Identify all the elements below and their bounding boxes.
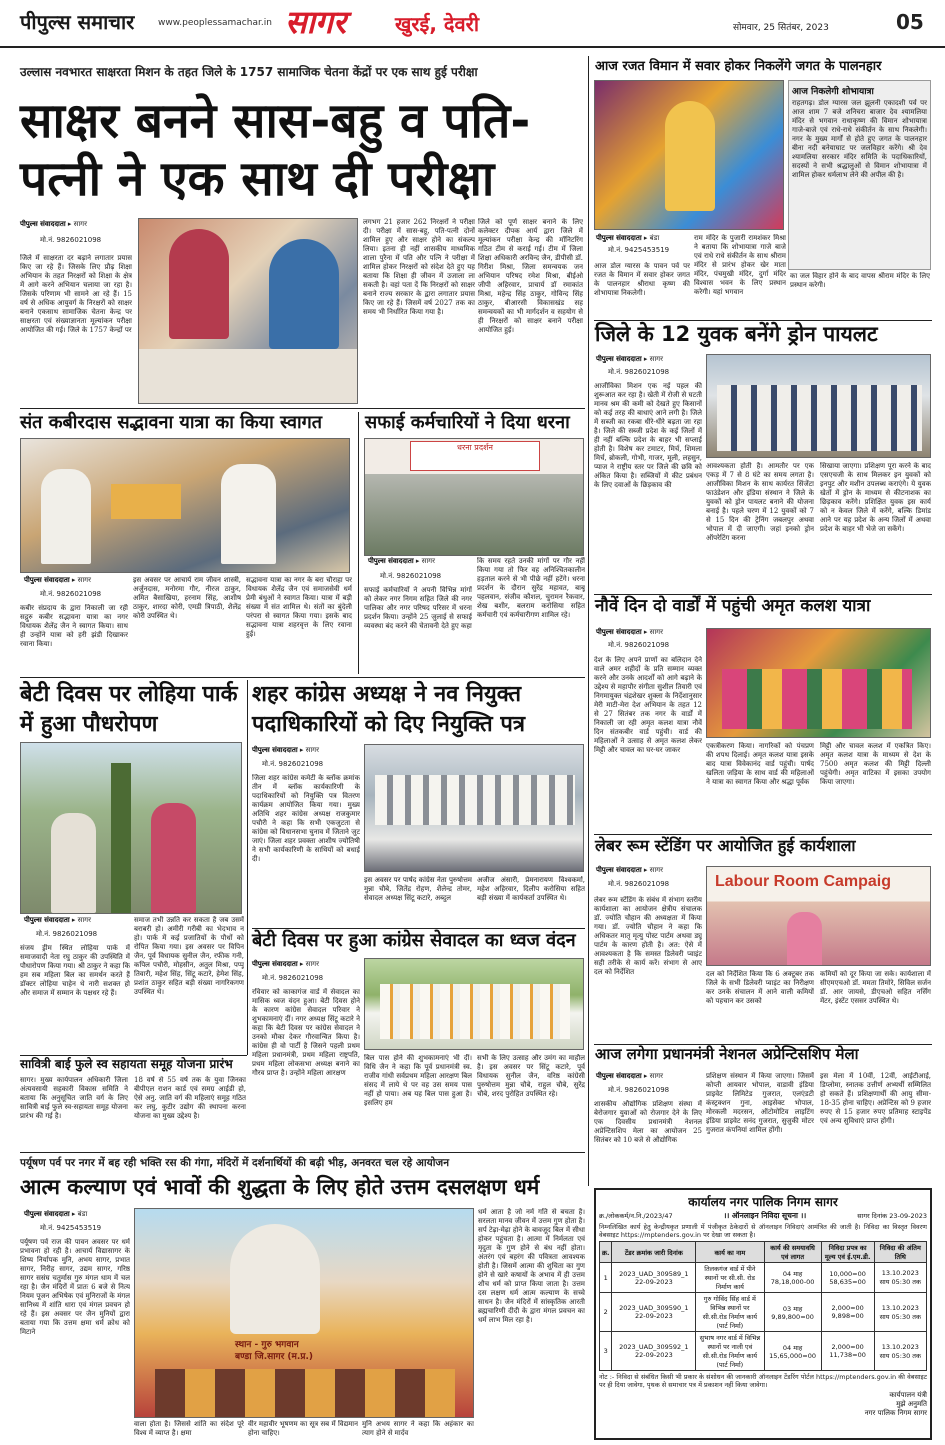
- kabirdas-body-3: सद्भावना यात्रा का नगर के बरा चौराहा पर विधायक शैलेंद्र जैन एवं समाजसेवी धर्म प्रेमी बंधुओं ने स्वागत किया। यात्रा में बड़ी संख्या में संत शामिल थे। संतों का बुंदेली परंपरा से स्वागत किया गया। इसके बाद सद्भावना यात्रा शहरवृत्त के लिए रवाना हुई।: [246, 576, 352, 638]
- congress-byline: पीपुल्स संवाददाता ▸ सागर: [252, 746, 319, 754]
- table-row: [600, 1263, 927, 1293]
- byline-city: सागर: [77, 576, 91, 584]
- lohiya-phone: मो.नं. 9826021098: [36, 930, 98, 938]
- tender-notice: [594, 1188, 932, 1440]
- divider: [20, 408, 585, 409]
- masthead: [0, 0, 945, 48]
- byline-city: सागर: [649, 1072, 663, 1080]
- byline-org: पीपुल्स संवाददाता: [24, 576, 70, 584]
- safai-body-1: सफाई कर्मचारियों ने अपनी विभिन्न मांगों को लेकर नगर निगम सहित जिले की नगर पालिका और नगर परिषद परिसर में धरना प्रदर्शन किया। उन्होंने 25 जुलाई से सफाई व्यवस्था बंद करने की चेतावनी देते हुए कहा: [364, 586, 472, 630]
- sevadal-phone: मो.नं. 9826021098: [262, 974, 324, 982]
- lohiya-byline: पीपुल्स संवाददाता ▸ सागर: [24, 916, 91, 924]
- tender-signature-1: कार्यपालन यंत्री: [889, 1391, 927, 1399]
- tender-note: नोट :- निविदा से संबंधित किसी भी प्रकार के संशोधन की जानकारी ऑनलाइन टेंडरिंग पोर्टल https://mptenders.gov.in की वेबसाइट पर ही दिया जावेगा, पृथक से समाचार पत्र में प्रकाशन नहीं किया जावेगा।: [599, 1373, 927, 1389]
- photo-caption-2: बण्डा जि.सागर (म.प्र.): [235, 1352, 313, 1362]
- divider: [20, 1055, 247, 1056]
- kabirdas-phone: मो.नं. 9826021098: [40, 590, 102, 598]
- table-cell: 13.10.2023 साय 05:30 तक: [874, 1293, 926, 1332]
- rajat-body-3: का जल विहार होने के बाद वापस श्रीराम मंदिर के लिए प्रस्थान करेगी।: [790, 272, 930, 289]
- lead-byline: पीपुल्स संवाददाता ▸ सागर: [20, 220, 87, 228]
- lead-kicker: उल्लास नवभारत साक्षरता मिशन के तहत जिले के 1757 सामाजिक चेतना केंद्रों पर एक साथ हुई परीक्षा: [20, 65, 478, 79]
- safai-body-2: कि समय रहते उनकी मांगों पर गौर नहीं किया गया तो फिर वह अनिश्चितकालीन हड़ताल करने से भी पीछे नहीं हटेंगे। धरना प्रदर्शन के दौरान सुरेंद्र महावत, बाबू पहलवान, संजीव कौशल, चुरामन रैकवार, शेख बशीर, बलराम करोसिया सहित कर्मचारी एवं कर्मचारीगण शामिल रहे।: [477, 557, 585, 619]
- lohiya-body-2: समाज तभी उन्नति कर सकता है जब उसमें बराबरी हो। अमीरी गरीबी का भेदभाव न हो। पार्क में कई प्रजातियों के पौधों को रोपित किया गया। इस अवसर पर विपिन जैन, पूर्व विधायक सुनील जैन, रफीक गनी, कपिल पचौरी, मोहसीन, अतुल मिश्रा, पप्पू तिवारी, महेश सिंह, सिंटू कटारे, हेमेश सिंह, प्रशांत ठाकुर सहित बड़ी संख्या नागरिकगण उपस्थित थे।: [134, 916, 244, 996]
- dashlakshan-body-4: मुनि अभय सागर ने कहा कि अहंकार का त्याग होने से मार्दव: [362, 1420, 474, 1437]
- lead-headline: साक्षर बनने सास-बहु व पति-पत्नी ने एक साथ दी परीक्षा: [20, 93, 531, 207]
- tender-col-header: क्र.: [600, 1242, 612, 1263]
- amrit-body-3: मिट्टी और चावल कलश में एकत्रित किए। अमृत कलश यात्रा के माध्यम से देश के 7500 अमृत कलश की मिट्टी दिल्ली पहुंचेगी। अमृत वाटिका में इसका उपयोग किया जाएगा।: [820, 742, 931, 786]
- table-cell: 04 माह 15,65,000=00: [764, 1332, 821, 1371]
- table-cell: 04 माह 78,18,000-00: [764, 1263, 821, 1293]
- byline-city: सागर: [649, 866, 663, 874]
- byline-city: सागर: [305, 960, 319, 968]
- apprentice-body-2: प्रशिक्षण संस्थान में किया जाएगा। जिसमें कोप्ती आयवार भोपाल, वाडावी इंडिया प्राइवेट लिमिटेड गुजरात, एलएंडटी कंस्ट्रक्शन गुना, आइसेक्ट भोपाल, मोरकली मदरसन, ऑटोमोटिव लाइटिंग इंडिया प्राइवेट सनंद गुजरात, सुजुकी मोटर गुजरात कंपनियां शामिल होंगी।: [706, 1072, 814, 1134]
- lohiya-headline: बेटी दिवस पर लोहिया पार्क में हुआ पौधरोपण: [20, 682, 238, 737]
- tender-col-header: कार्य की समयावधि एवं लागत: [764, 1242, 821, 1263]
- rajat-headline: आज रजत विमान में सवार होकर निकलेंगे जगत के पालनहार: [595, 59, 882, 74]
- drone-body-2: आवश्यकता होती है। आमतौर पर एक एकड़ में 7 से 8 घंटे का समय लगता है। आजीविका मिशन के साथ कार्यरत सिंजेंटा फाउंडेशन और इंडिया संस्थान ने जिले के युवकों को ड्रोन पायलट बनाने की योजना बनाई है। पहले चरण में 12 युवकों को 7 से 15 दिन की ट्रेनिंग जबलपुर अथवा भोपाल में दी जाएगी। जहां इनको ड्रोन ऑपरेटिंग करना: [706, 462, 814, 542]
- apprentice-phone: मो.नं. 9826021098: [608, 1086, 670, 1094]
- table-cell: 10,000=00 58,635=00: [821, 1263, 874, 1293]
- sevadal-body-1: रविवार को काकागंज वार्ड में सेवादल का मासिक ध्वज वंदन हुआ। बेटी दिवस होने के कारण कांग्रेस सेवादल परिवार ने शुभकामनाएं दीं। नगर अध्यक्ष सिंटू कटारे ने कहा कि बेटी दिवस पर कांग्रेस सेवादल ने उनको मौका देकर गौरवान्वित किया है। कांग्रेस ही वो पार्टी है जिसने पहली प्रथम महिला प्रधानमंत्री, प्रथम महिला राष्ट्रपति, प्रथम महिला लोकसभा अध्यक्ष बनाने का गौरव प्राप्त है। उन्होंने महिला आरक्षण: [252, 988, 360, 1077]
- dashlakshan-body-5: धर्म आता है जो नर्म गति से बचता है। सरलता मानव जीवन में उत्तम गुण होता है। सर्प टेढ़ा-मेढ़ा होने के बावजूद बिल में सीधा होकर पहुंचता है। आत्मा में निर्मलता एवं मृदुता के गुण होने से बंध नहीं होता। अंतरंग एवं बहरंग की पवित्रता आवश्यक होती है। जिसमें आत्मा की शुचिता का गुण होने से खारे कषायों के अभाव में ही उत्तम शौच धर्म को प्राप्त किया जाता है। उत्तम दस लक्षण धर्म आत्म कल्याण के सच्चे साधन है। जैन मंदिरों में सांस्कृतिक आरती ब्रह्मचारिणी दीदी के द्वारा मंगल प्रवचन का धर्म लाभ मिल रहा है।: [478, 1208, 585, 1324]
- kabirdas-body-2: इस अवसर पर आचार्य राम जीवन शास्त्री, अर्जुनदास, मनोरमा गौर, नीरज ठाकुर, अमित बैसाखिया, हरनाम सिंह, आशीष ठाकुर, शारदा कोरी, एमडी त्रिपाठी, शैलेंद्र कोरी उपस्थित थे।: [133, 576, 241, 620]
- safai-photo: [364, 438, 584, 556]
- table-cell: 3: [600, 1332, 612, 1371]
- divider: [358, 412, 359, 674]
- labour-body-3: कमियों को दूर किया जा सके। कार्यशाला में सीएमएचओ डॉ. ममता तिमोरे, सिविल सर्जन डॉ. आर जायसे, डीएचओ सहित नर्सिंग मेंटर, इंस्टेंट एससर उपस्थित थे।: [820, 970, 931, 1005]
- drone-byline: पीपुल्स संवाददाता ▸ सागर: [596, 355, 663, 363]
- tender-col-header: टेंडर क्रमांक जारी दिनांक: [612, 1242, 696, 1263]
- dashlakshan-byline: पीपुल्स संवाददाता ▸ बंडा: [24, 1210, 88, 1218]
- byline-org: पीपुल्स संवाददाता: [596, 628, 642, 636]
- amrit-body-2: एकत्रीकरण किया। नागरिकों को पंचप्रण की शपथ दिलाई। अमृत कलश यात्रा इसके बाद यात्रा विवेकानंद वार्ड पहुंची। पार्षद खलिता जड़िया के साथ वार्ड की महिलाओं ने यात्रा का स्वागत किया और श्रद्धा पूर्वक: [706, 742, 814, 786]
- lead-body-1: जिले में साक्षरता दर बढ़ाने लगातार प्रयास किए जा रहे हैं। जिसके लिए प्रौढ़ शिक्षा अभियान के तहत निरक्षरों को शिक्षा के क्षेत्र में आगे करने अभियान चलाया जा रहा है। जिसके परिणाम भी सामने आ रहे हैं। 15 वर्ष से अधिक आयुवर्ग के निरक्षरों को साक्षर बनाने एकसाथ सामाजिक चेतना केन्द्र पर साक्षरता एवं संख्याज्ञानता मूल्यांकन परीक्षा आयोजित की गई। जिले के 1757 केन्द्रों पर: [20, 254, 132, 334]
- table-cell: 13.10.2023 साय 05:30 तक: [874, 1263, 926, 1293]
- tender-intro: निम्नलिखित कार्य हेतु केन्द्रीयकृत प्रणाली में पंजीकृत ठेकेदारों से ऑनलाइन निविदाएं आमंत्रित की जाती है। निविदा का विस्तृत विवरण वेबसाइट https://mptenders.gov.in पर देखा जा सकता है।: [599, 1223, 927, 1239]
- table-cell: 2023_UAD_309589_1 22-09-2023: [612, 1263, 696, 1293]
- divider: [20, 1152, 585, 1153]
- drone-phone: मो.नं. 9826021098: [608, 368, 670, 376]
- table-cell: 2: [600, 1293, 612, 1332]
- labour-headline: लेबर रूम स्टेंडिंग पर आयोजित हुई कार्यशाला: [595, 836, 856, 855]
- tender-signature-2: मुझे अनुमति: [896, 1400, 927, 1408]
- table-row: [600, 1332, 927, 1371]
- byline-org: पीपुल्स संवाददाता: [252, 746, 298, 754]
- savitri-headline: सावित्री बाई फुले स्व सहायता समूह योजना प्रारंभ: [20, 1057, 233, 1071]
- rajat-sidebar: [788, 80, 931, 270]
- byline-org: पीपुल्स संवाददाता: [596, 866, 642, 874]
- rajat-body-1: आज डोल ग्यारस के पावन पर्व पर रजत के विमान में सवार होकर जगत के पालनहार श्रीराधा कृष्ण की शोभायात्रा निकलेगी।: [594, 262, 690, 297]
- savitri-body-2: 18 वर्ष से 55 वर्ष तक के युवा जिनका बीपीएल राशन कार्ड एवं समग्र आईडी हो, ऐसे अनु. जाति वर्ग की महिलाएं समूह गठित कर लघु, कुटीर उद्योग की स्थापना करना योजना का मुख्य उद्देश्य है।: [134, 1076, 246, 1120]
- tender-ref-right: सागर दिनांक 23-09-2023: [857, 1212, 927, 1220]
- sevadal-body-3: सभी के लिए उत्साह और उमंग का माहौल है। इस अवसर पर सिंटू कटारे, पूर्व विधायक सुनील जैन, वरिष्ठ कांग्रेसी पुरुषोत्तम मुन्ना चौबे, राहुल चौबे, सुरेंद्र चौबे, शरद पुरोहित उपस्थित रहे।: [477, 1054, 585, 1098]
- byline-city: बंडा: [649, 234, 660, 242]
- photo-caption-1: स्थान - गुरु भगवान: [235, 1340, 299, 1350]
- byline-org: पीपुल्स संवाददाता: [596, 234, 642, 242]
- rajat-byline: पीपुल्स संवाददाता ▸ बंडा: [596, 234, 660, 242]
- apprentice-body-1: शासकीय औद्योगिक प्रशिक्षण संस्था में बेरोजगार युवाओं को रोजगार देने के लिए एक दिवसीय प्रधानमंत्री नेशनल अप्रेन्टिसशिप मेला का आयोजन 25 सितंबर को 10 बजे से औद्योगिक: [594, 1100, 702, 1144]
- labour-phone: मो.नं. 9826021098: [608, 880, 670, 888]
- amrit-phone: मो.नं. 9826021098: [608, 641, 670, 649]
- rajat-sidebar-title: आज निकलेगी शोभायात्रा: [792, 87, 874, 97]
- labour-photo: [706, 866, 931, 966]
- lead-body-3: जिले को पूर्ण साक्षर बनाने के लिए कलेक्टर दीपक आर्य द्वारा जिले में मूल्यांकन परीक्षा केन्द्र की मॉनिटरिंग गठित टीम से कराई गई। टीम में जिला शिक्षा अधिकारी अरविन्द जैन, डीपीसी डॉ. गिरीश मिश्रा, जिला समन्वयक जन अभियान परिषद रमेश मिश्रा, बीईओ जीपी अहिरवार, प्राचार्य डॉ रमाकांत मिश्रा, महेन्द्र सिंह ठाकुर, गोविन्द सिंह ठाकुर, बीआरसी विकासखंड सह समन्वयकों का भी मार्गदर्शन व सहयोग से ही निरक्षरों को साक्षर बनाने परीक्षा आयोजित हुई।: [478, 218, 583, 334]
- tender-col-header: कार्य का नाम: [696, 1242, 764, 1263]
- labour-byline: पीपुल्स संवाददाता ▸ सागर: [596, 866, 663, 874]
- amrit-photo: [706, 628, 931, 738]
- rajat-body-2: राम मंदिर के पुजारी रामशंकर मिश्रा ने बताया कि शोभायात्रा गाजे बाजे एवं राधे राधे संकीर्तन के साथ श्रीराम मंदिर से प्रारंभ होकर खेर माता मंदिर, पंचमुखी मंदिर, दुर्गा मंदिर विश्वास भवन के लिए प्रस्थान करेगी। यहां भगवान: [694, 234, 786, 296]
- apprentice-body-3: इस मेला में 10वीं, 12वीं, आईटीआई, डिप्लोमा, स्नातक उत्तीर्ण अभ्यर्थी सम्मिलित हो सकते हैं। प्रशिक्षणार्थी की आयु सीमा- 18-35 होना चाहिए। अप्रेन्टिस को 9 हजार रुपए से 15 हजार रुपए प्रतिमाह स्टाइपेंड एवं अन्य सुविधाएं प्राप्त होंगी।: [820, 1072, 931, 1125]
- labour-body-2: दल को निर्देशित किया कि 6 अक्टूबर तक जिले के सभी डिलेवरी प्वाइंट का निरीक्षण कर उनके संचालन में आने वाली कमियों को पहचान कर उसको: [706, 970, 814, 1005]
- drone-photo: [706, 354, 931, 458]
- labour-banner: Labour Room Campaig: [715, 873, 892, 890]
- city-name: सागर: [285, 3, 347, 41]
- congress-photo: [364, 744, 584, 872]
- dashlakshan-body-2: वाला होता है। जिससे शांति का संदेश पूरे विश्व में व्याप्त है। क्षमा: [134, 1420, 244, 1437]
- byline-org: पीपुल्स संवाददाता: [24, 1210, 70, 1218]
- paper-logo: पीपुल्स समाचार: [20, 10, 135, 34]
- safai-headline: सफाई कर्मचारियों ने दिया धरना: [365, 412, 570, 433]
- byline-city: सागर: [421, 557, 435, 565]
- divider: [252, 928, 585, 929]
- table-cell: गुरु गोविंद सिंह वार्ड में विभिन्न स्थानों पर सी.सी.रोड निर्माण कार्य (पार्ट निर्मा): [696, 1293, 764, 1332]
- page-number: 05: [896, 10, 924, 34]
- amrit-byline: पीपुल्स संवाददाता ▸ सागर: [596, 628, 663, 636]
- kabirdas-photo: [20, 438, 350, 573]
- apprentice-byline: पीपुल्स संवाददाता ▸ सागर: [596, 1072, 663, 1080]
- tender-signature-3: नगर पालिक निगम सागर: [864, 1409, 927, 1417]
- safai-phone: मो.नं. 9826021098: [380, 572, 442, 580]
- byline-org: पीपुल्स संवाददाता: [596, 355, 642, 363]
- sevadal-byline: पीपुल्स संवाददाता ▸ सागर: [252, 960, 319, 968]
- congress-body-1: जिला शहर कांग्रेस कमेटी के ब्लॉक क्रमांक तीन में ब्लॉक कार्यकारिणी के पदाधिकारियों को नियुक्ति पत्र वितरण कार्यक्रम आयोजित किया गया। मुख्य अतिथि शहर कांग्रेस अध्यक्ष राजकुमार पचौरी ने कहा कि सभी एकजुटता से कांग्रेस को विधानसभा चुनाव में जिताने जुट जाएं। जिला शहर प्रवक्ता आशीष ज्योतिषी ने सभी कार्यकारिणी के साथियों को बधाई दी।: [252, 774, 360, 863]
- apprentice-headline: आज लगेगा प्रधानमंत्री नेशनल अप्रेन्टिसशिप मेला: [595, 1045, 859, 1063]
- sub-cities: खुरई, देवरी: [395, 12, 480, 36]
- lohiya-body-1: संजय ड्रीम स्थित लोहिया पार्क में समाजवादी नेता रघु ठाकुर की उपस्थिति में पौधारोपण किया गया। श्री ठाकुर ने कहा कि हम सब महिला बिल का समर्थन करते हैं डॉक्टर लोहिया चाहेन थे नारी सशक्त हो और समाज में सम्मान के पक्षधर रहे हैं।: [20, 944, 130, 997]
- lead-photo: [138, 218, 358, 404]
- website-url: www.peoplessamachar.in: [158, 18, 272, 28]
- table-cell: 1: [600, 1263, 612, 1293]
- labour-body-1: लेबर रूम स्टेंडिंग के संबंध में संभाग स्तरीय कार्यशाला का आयोजन क्षेत्रीय संचालक डॉ. ज्योति चौहान की अध्यक्षता में किया गया। डॉ. ज्योति चौहान ने कहा कि अधिकतर मातृ मृत्यु पोस्ट पार्टम अथवा ड्यू पार्टम के कारण होती है। अत: ऐसे में आवश्यकता है कि समस्त डिलेवरी प्वाइंट सही तरीके से कार्य करें। संभाग से आए दल को निर्देशित: [594, 896, 702, 976]
- sevadal-photo: [364, 958, 584, 1050]
- drone-body-1: आजीविका मिशन एक नई पहल की शुरूआत कर रहा है। खेती में रोजी से घटती मानव श्रम की कमी को देखते हुए किसानों को कई तरह की बाधाएं आने लगी है। जिले में सब्जी का रकबा धीरे-धीरे बढ़ता जा रहा है। जिले की सब्जी प्रदेश के कई जिलों में ही नहीं बल्कि प्रदेश के बाहर भी सप्लाई होती है। विशेष कर टमाटर, मिर्च, शिमला मिर्च, ब्रोकली, गोभी, गाजर, मूली, लहसुन, प्याज ने राष्ट्रीय स्तर पर जिले की छवि को अंकित किया है। सब्जियों में कीट प्रबंधन के लिए दवाओं के छिड़काव की: [594, 382, 702, 489]
- byline-org: पीपुल्स संवाददाता: [368, 557, 414, 565]
- safai-banner: धरना प्रदर्शन: [410, 441, 540, 471]
- byline-city: सागर: [77, 916, 91, 924]
- congress-phone: मो.नं. 9826021098: [262, 760, 324, 768]
- congress-headline: शहर कांग्रेस अध्यक्ष ने नव नियुक्त पदाधिकारियों को दिए नियुक्ति पत्र: [252, 682, 525, 737]
- divider: [247, 680, 248, 1055]
- table-cell: तिलकगंज वार्ड में पीने स्थानों पर सी.सी. रोड निर्माण कार्य: [696, 1263, 764, 1293]
- byline-city: सागर: [73, 220, 87, 228]
- amrit-headline: नौवें दिन दो वार्डों में पहुंची अमृत कलश यात्रा: [595, 596, 871, 616]
- divider: [594, 594, 932, 595]
- lead-body-2: लगभग 21 हजार 262 निरक्षरों ने परीक्षा दी। परीक्षा में सास-बहू, पति-पत्नी दोनों शामिल हुए और साक्षर होने का संकल्प लिया। इतना ही नहीं शासकीय माध्यमिक शाला पुरैना में पति और पत्नि ने परीक्षा में शामिल होकर निरक्षरों को संदेश देते हुए यह बताया कि शिक्षा ही जीवन में उजाला ला सकती है। वहां पता दें कि निरक्षरों को साक्षर बनाने राज्य सरकार के द्वारा लगातार प्रयास किए जा रहे हैं। जिसमें वर्ष 2027 तक का समय भी निर्धारित किया गया है।: [363, 218, 475, 316]
- table-cell: सुभाष नगर वार्ड में विभिन्न स्थानों पर नाली एवं सी.सी.रोड निर्माण कार्य (पार्ट निर्मा): [696, 1332, 764, 1371]
- kabirdas-headline: संत कबीरदास सद्भावना यात्रा का किया स्वागत: [20, 412, 323, 433]
- divider: [588, 56, 589, 1186]
- table-cell: 2023_UAD_309590_1 22-09-2023: [612, 1293, 696, 1332]
- byline-org: पीपुल्स संवाददाता: [252, 960, 298, 968]
- lead-phone: मो.नं. 9826021098: [40, 236, 102, 244]
- sevadal-headline: बेटी दिवस पर हुआ कांग्रेस सेवादल का ध्वज वंदन: [252, 930, 576, 951]
- byline-org: पीपुल्स संवाददाता: [596, 1072, 642, 1080]
- rajat-sidebar-body: राहतगढ़। डोल ग्यारस जल झूलनी एकादशी पर्व पर आज शाम 7 बजे शनिचरा बाजार देव श्यामलिया मंदिर से भगवान राधाकृष्ण की विमान शोभायात्रा गाजे-बाजे एवं राधे-राधे संकीर्तन के साथ निकलेगी। नगर के मुख्य मार्गों से होते हुए जगत के पालनहार बीना नदी बनेयाघाट पर जलविहार करेंगे। श्री देव श्यामलिया सरकार मंदिर समिति के पदाधिकारियों, सदस्यों ने सभी श्रद्धालुओं से विमान शोभायात्रा में शामिल होकर धर्मलाभ लेने की अपील की है।: [792, 99, 927, 179]
- table-cell: 2,000=00 11,738=00: [821, 1332, 874, 1371]
- dashlakshan-headline: आत्म कल्याण एवं भावों की शुद्धता के लिए होते उत्तम दसलक्षण धर्म: [20, 1175, 540, 1199]
- tender-table: [599, 1241, 927, 1371]
- dashlakshan-body-1: पर्यूषण पर्व राज की पावन अवसर पर धर्म प्रभावना हो रही है। आचार्य विद्यासागर के शिष्य निर्यापक मुनि, अभय सागर, प्रभात सागर, निरीह सागर, उद्यम सागर, गरिष्ठ सागर ससंघ चतुर्मास गुरु मंगल धाम में चल रहा है। जैन मंदिरों में प्रातः 6 बजे से नित्य नियम पूजन अभिषेक एवं मुनिराजों के मंगल सानिध्य में शांति धारा एवं मंगल प्रवचन हो रहे हैं। इस अवसर पर जैन मुनियों द्वारा बताया गया कि उत्तम क्षमा धर्म क्रोध को मिटाने: [20, 1238, 130, 1336]
- rajat-phone: मो.नं. 9425453519: [608, 246, 670, 254]
- divider: [594, 320, 932, 321]
- safai-byline: पीपुल्स संवाददाता ▸ सागर: [368, 557, 435, 565]
- sevadal-body-2: बिल पास होने की शुभकामनाएं भी दीं। विधि जैन ने कहा कि पूर्व प्रधानमंत्री स्व. राजीव गांधी सर्वप्रथम महिला आरक्षण बिल संसद में लाये थे पर वह उस समय पास नहीं हो पाया। अब यह बिल पास हुआ है। इसलिए हम: [364, 1054, 472, 1107]
- dashlakshan-phone: मो.नं. 9425453519: [40, 1224, 102, 1232]
- byline-city: सागर: [649, 355, 663, 363]
- drone-body-3: सिखाया जाएगा। प्रशिक्षण पूरा करने के बाद एसएचजी के साथ मिलकर इन युवकों को इनपुट और मशीन उपलब्ध कराएंगे। ये युवक खेतों में ड्रोन के माध्यम से कीटनाशक का छिड़काव करेंगे। प्रशिक्षित युवक इस कार्य को न केवल जिले में करेंगे, बल्कि डिमांड आने पर यह प्रदेश के अन्य जिलों में अथवा प्रदेश के बाहर भी भेजे जा सकेंगे।: [820, 462, 931, 533]
- byline-city: बंडा: [77, 1210, 88, 1218]
- byline-city: सागर: [305, 746, 319, 754]
- divider: [594, 834, 932, 835]
- tender-ref-left: क्र./लोककर्म/न.नि./2023/47: [599, 1212, 673, 1220]
- divider: [20, 677, 585, 678]
- tender-title: कार्यालय नगर पालिक निगम सागर: [688, 1195, 838, 1209]
- congress-body-2: इस अवसर पर पार्षद कांग्रेस नेता पुरुषोत्तम मुन्ना चौबे, जितेंद्र रोहण, शैलेन्द्र तोमर, सेवादल अध्यक्ष सिंटू कटारे, अब्दुल: [364, 876, 472, 902]
- congress-body-3: अजीज अंसारी, प्रेमनारायण विश्वकर्मा, महेश अहिरवार, दिलीप करोसिया सहित बड़ी संख्या में कार्यकर्ता उपस्थित थे।: [477, 876, 585, 902]
- table-cell: 13.10.2023 साय 05:30 तक: [874, 1332, 926, 1371]
- dashlakshan-photo: [134, 1208, 474, 1418]
- table-cell: 2,000=00 9,898=00: [821, 1293, 874, 1332]
- table-cell: 03 माह 9,89,800=00: [764, 1293, 821, 1332]
- tender-notice-type: ।। ऑनलाइन निविदा सूचना ।।: [723, 1211, 807, 1220]
- byline-city: सागर: [649, 628, 663, 636]
- drone-headline: जिले के 12 युवक बनेंगे ड्रोन पायलट: [595, 322, 878, 346]
- lohiya-photo: [20, 742, 242, 914]
- savitri-body-1: सागर। मुख्य कार्यपालन अधिकारी जिला अंत्यवसायी सहकारी विकास समिति ने बताया कि अनुसूचित जाति वर्ग के लिए सावित्री बाई फुले स्व-सहायता समूह योजना प्रारंभ की गई है।: [20, 1076, 128, 1120]
- table-row: [600, 1293, 927, 1332]
- amrit-body-1: देश के लिए अपने प्राणों का बलिदान देने वाले अमर शहीदों के प्रति सम्मान व्यक्त करने और उनके आदर्शों को आगे बढ़ाने के उद्देश्य से महापौर संगीता सुशील तिवारी एवं निगमायुक्त चंद्रशेखर शुक्ला के निर्देशानुसार मेरी माटी-मेरा देश अभियान के तहत 12 से 27 सितंबर तक नगर के वार्डों में निकाली जा रही अमृत कलश यात्रा नौवें दिन संतकबीर वार्ड पहुंची। वार्ड की महिलाओं ने उत्साह से अमृत कलश लेकर मिट्टी और चावल का घर-घर जाकर: [594, 656, 702, 754]
- byline-org: पीपुल्स संवाददाता: [20, 220, 66, 228]
- kabirdas-byline: पीपुल्स संवाददाता ▸ सागर: [24, 576, 91, 584]
- rajat-photo: [594, 80, 784, 230]
- table-cell: 2023_UAD_309592_1 22-09-2023: [612, 1332, 696, 1371]
- tender-col-header: निविदा की अंतिम तिथि: [874, 1242, 926, 1263]
- tender-col-header: निविदा प्रपत्र का मूल्य एवं ई.एम.डी.: [821, 1242, 874, 1263]
- issue-date: सोमवार, 25 सितंबर, 2023: [733, 23, 829, 33]
- kabirdas-body-1: कबीर संप्रदाय के द्वारा निकाली जा रही सद्गुरु कबीर सद्भावना यात्रा का नगर विधायक शैलेंद्र जैन ने स्वागत किया। साथ ही उन्होंने यात्रा को हरी झंडी दिखाकर रवाना किया।: [20, 604, 128, 648]
- dashlakshan-kicker: पर्यूषण पर्व पर नगर में बह रही भक्ति रस की गंगा, मंदिरों में दर्शनार्थियों की बढ़ी भीड़, अनवरत चल रहे आयोजन: [20, 1157, 450, 1169]
- byline-org: पीपुल्स संवाददाता: [24, 916, 70, 924]
- dashlakshan-body-3: वीर महावीर भूषणम का सूत्र सब में विद्यमान होना चाहिए।: [248, 1420, 358, 1437]
